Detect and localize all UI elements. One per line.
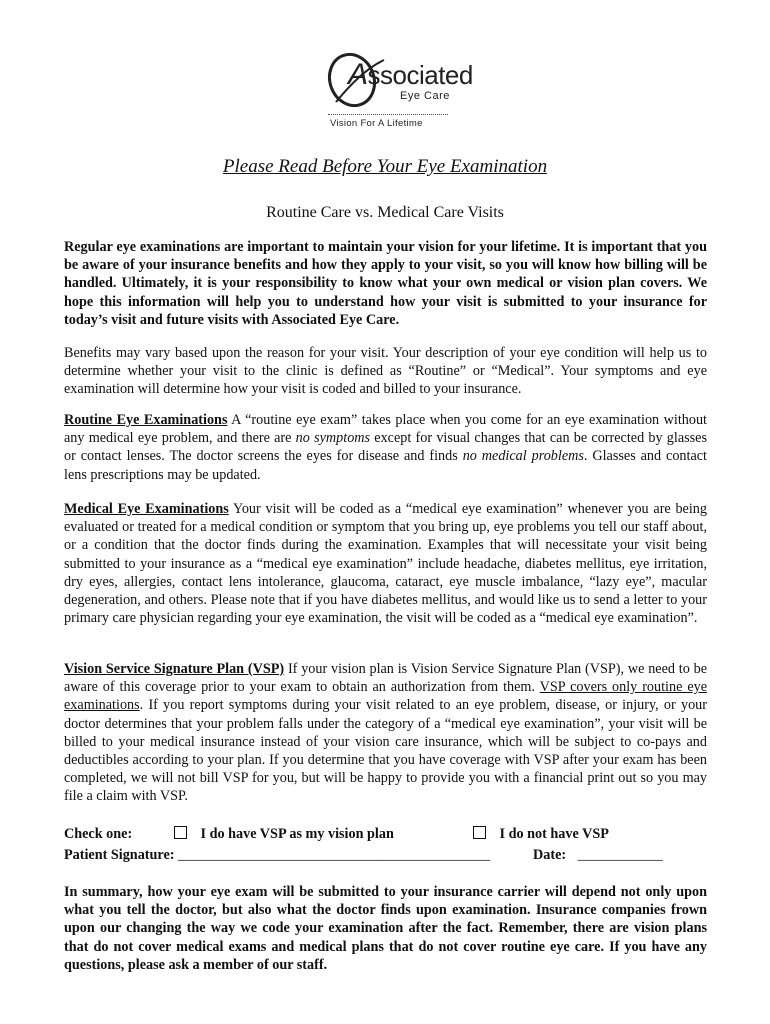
intro-paragraph: Regular eye examinations are important to maintain your vision for your lifetime. It is important that you be aware of your insurance benefits and how they apply to your visit, so you will know how billing will be handled. Ultimately, it is your responsibility to know what your own medical or vision plan covers. We hope this information will help you to understand how your visit is submitted to your insurance for today’s visit and future visits with Associated Eye Care. bbox=[64, 239, 707, 328]
signature-label: Patient Signature: bbox=[64, 847, 175, 863]
medical-heading: Medical Eye Examinations bbox=[64, 501, 229, 517]
logo-tagline: Vision For A Lifetime bbox=[330, 118, 423, 129]
page-subtitle: Routine Care vs. Medical Care Visits bbox=[266, 204, 504, 221]
routine-text-1: A “routine eye exam” takes place when you come for an eye examination without any medical eye problem, and there are bbox=[64, 412, 707, 447]
vsp-no-checkbox[interactable] bbox=[473, 826, 486, 839]
vsp-no-label: I do not have VSP bbox=[499, 826, 609, 842]
vsp-text-2: . If you report symptoms during your visit related to an eye problem, disease, or injury, or your doctor determines that your problem falls under the category of a “medical eye examination”, your visit will be billed to your medical insurance instead of your vision care insurance, which will be subject to co-pays and deductibles according to your plan. If you determine that you have coverage with VSP after your exam has been completed, we will not bill VSP for you, but will be happy to provide you with a financial print out so you may file a claim with VSP. bbox=[64, 697, 707, 805]
associated-eye-care-logo bbox=[322, 50, 473, 132]
vsp-yes-option[interactable] bbox=[174, 826, 394, 843]
page-title: Please Read Before Your Eye Examination bbox=[222, 156, 548, 177]
vsp-heading: Vision Service Signature Plan (VSP) bbox=[64, 661, 285, 677]
signature-row bbox=[64, 847, 707, 864]
routine-heading: Routine Eye Examinations bbox=[64, 412, 228, 428]
date-group bbox=[533, 847, 663, 864]
vsp-text-1: If your vision plan is Vision Service Signature Plan (VSP), we need to be aware of this coverage prior to your exam to obtain an authorization from them. bbox=[64, 661, 708, 696]
vsp-yes-checkbox[interactable] bbox=[174, 826, 187, 839]
routine-text-3: . Glasses and contact lens prescriptions may be updated. bbox=[64, 448, 707, 483]
routine-em-2: no medical problems bbox=[462, 448, 584, 465]
check-one-label: Check one: bbox=[64, 826, 133, 842]
medical-paragraph bbox=[64, 500, 707, 627]
medical-text: Your visit will be coded as a “medical eye examination” whenever you are being evaluated or treated for a medical condition or symptom that you bring up, eye problems you tell our staff about, or a condition that the doctor finds during the examination. Examples that will necessitate your visit being submitted to your insurance as a “medical eye examination” include headache, diabetes mellitus, eye irritation, dry eyes, allergies, contact lens intolerance, glaucoma, cataract, eye muscle imbalance, “lazy eye”, macular degeneration, and others. Please note that if you have diabetes mellitus, and would like us to send a letter to your primary care physician regarding your eye examination, the visit will be coded as a “medical eye examination”. bbox=[64, 501, 707, 627]
vsp-paragraph bbox=[64, 660, 707, 806]
logo-brand bbox=[348, 58, 473, 92]
vsp-no-option[interactable] bbox=[473, 826, 609, 843]
vsp-yes-label: I do have VSP as my vision plan bbox=[200, 826, 394, 842]
check-one-row bbox=[64, 826, 707, 843]
routine-em-1: no symptoms bbox=[295, 430, 371, 447]
logo-brand-rest: ssociated bbox=[367, 60, 473, 90]
signature-field[interactable]: ____________________________________________ bbox=[178, 847, 491, 863]
benefits-paragraph: Benefits may vary based upon the reason for your visit. Your description of your eye condition will help us to determine whether your visit to the clinic is defined as “Routine” or “Medical”. Your symptoms and eye examination will determine how your visit is coded and billed to your insurance. bbox=[64, 345, 707, 398]
routine-paragraph bbox=[64, 411, 707, 484]
summary-paragraph: In summary, how your eye exam will be submitted to your insurance carrier will depend not only upon what you tell the doctor, but also what the doctor finds upon examination. Insurance companies frown upon our changing the way we code your examination after the fact. Remember, there are vision plans that do not cover medical exams and medical plans that do not cover routine eye care. If you have any questions, please ask a member of our staff. bbox=[64, 884, 707, 973]
routine-text-2: except for visual changes that can be corrected by glasses or contact lenses. The doctor screens the eyes for disease and finds bbox=[64, 430, 708, 465]
date-field[interactable]: ____________ bbox=[577, 847, 663, 863]
logo-divider bbox=[328, 114, 448, 115]
logo-subtitle: Eye Care bbox=[400, 90, 450, 102]
logo-brand-initial: A bbox=[348, 58, 368, 91]
date-label: Date: bbox=[533, 847, 567, 863]
vsp-underlined: VSP covers only routine eye examinations bbox=[64, 679, 708, 714]
